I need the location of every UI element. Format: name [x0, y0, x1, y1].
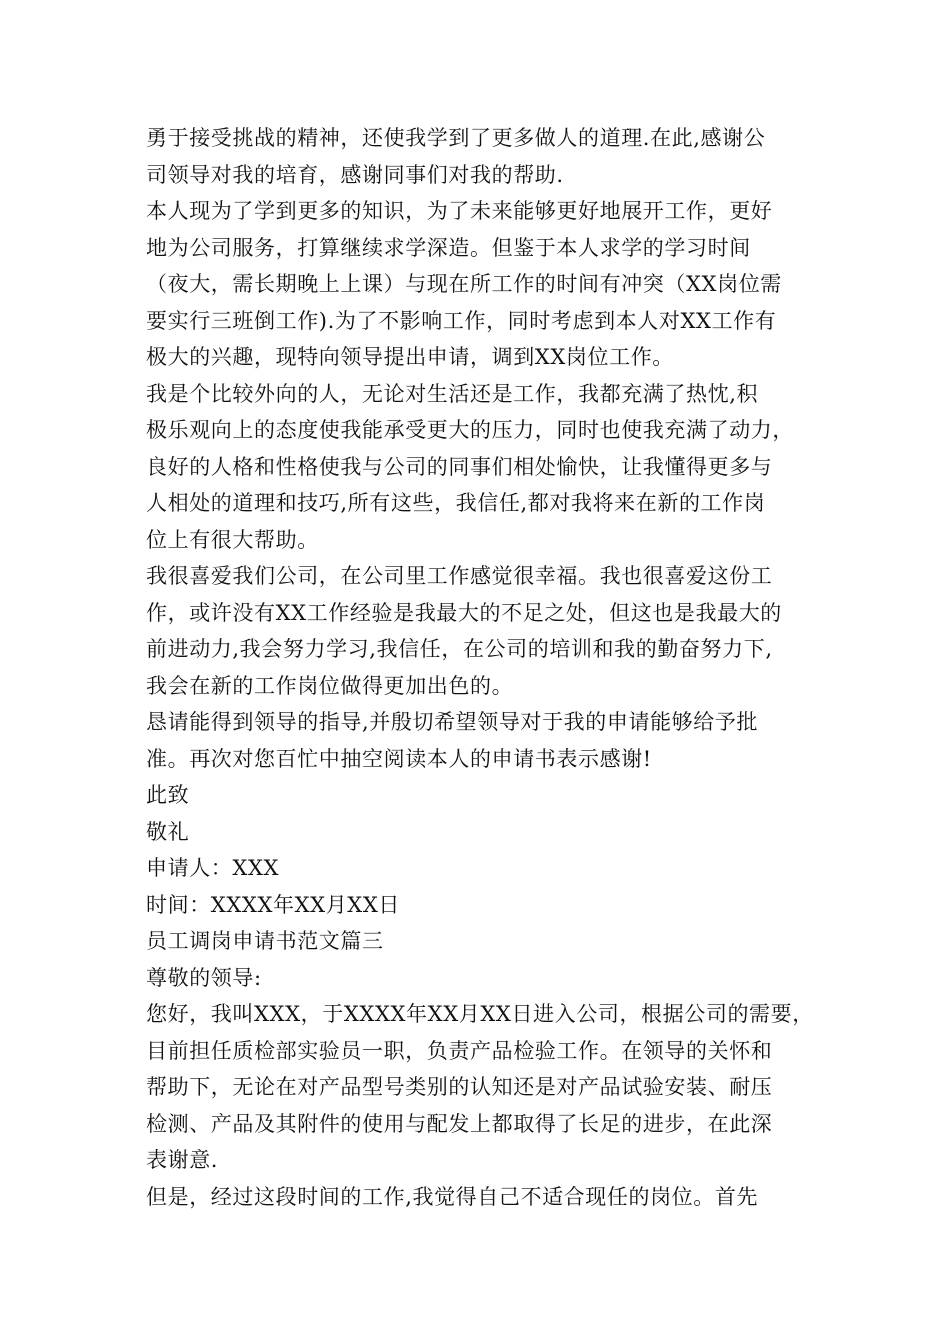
text-line: （夜大，需长期晚上上课）与现在所工作的时间有冲突（XX岗位需	[146, 272, 782, 296]
text-line: 您好，我叫XXX，于XXXX年XX月XX日进入公司，根据公司的需要，	[146, 1002, 814, 1026]
text-line: 良好的人格和性格使我与公司的同事们相处愉快，让我懂得更多与	[146, 455, 773, 479]
text-line: 位上有很大帮助。	[146, 528, 319, 552]
text-line: 敬礼	[146, 820, 190, 844]
text-line: 人相处的道理和技巧,所有这些，我信任,都对我将来在新的工作岗	[146, 491, 766, 515]
text-line: 时间：XXXX年XX月XX日	[146, 893, 401, 917]
text-line: 检测、产品及其附件的使用与配发上都取得了长足的进步，在此深	[146, 1112, 773, 1136]
text-line: 恳请能得到领导的指导,并殷切希望领导对于我的申请能够给予批	[146, 710, 759, 734]
text-line: 目前担任质检部实验员一职，负责产品检验工作。在领导的关怀和	[146, 1039, 773, 1063]
text-line: 极乐观向上的态度使我能承受更大的压力，同时也使我充满了动力，	[146, 418, 794, 442]
text-line: 申请人：XXX	[146, 856, 280, 880]
text-line: 但是，经过这段时间的工作,我觉得自己不适合现任的岗位。首先	[146, 1185, 759, 1209]
text-line: 尊敬的领导:	[146, 966, 262, 990]
text-line: 勇于接受挑战的精神，还使我学到了更多做人的道理.在此,感谢公	[146, 126, 766, 150]
section-heading: 员工调岗申请书范文篇三	[146, 929, 384, 953]
text-line: 我是个比较外向的人，无论对生活还是工作，我都充满了热忱,积	[146, 382, 759, 406]
text-line: 我很喜爱我们公司，在公司里工作感觉很幸福。我也很喜爱这份工	[146, 564, 773, 588]
text-line: 地为公司服务，打算继续求学深造。但鉴于本人求学的学习时间	[146, 236, 751, 260]
text-line: 帮助下，无论在对产品型号类别的认知还是对产品试验安装、耐压	[146, 1075, 773, 1099]
text-line: 准。再次对您百忙中抽空阅读本人的申请书表示感谢!	[146, 747, 652, 771]
text-line: 表谢意.	[146, 1148, 219, 1172]
text-line: 极大的兴趣，现特向领导提出申请，调到XX岗位工作。	[146, 345, 674, 369]
text-line: 作，或许没有XX工作经验是我最大的不足之处，但这也是我最大的	[146, 601, 782, 625]
text-line: 司领导对我的培育，感谢同事们对我的帮助.	[146, 163, 564, 187]
text-line: 此致	[146, 783, 190, 807]
text-line: 要实行三班倒工作).为了不影响工作，同时考虑到本人对XX工作有	[146, 309, 777, 333]
text-line: 前进动力,我会努力学习,我信任，在公司的培训和我的勤奋努力下,	[146, 637, 773, 661]
text-line: 本人现为了学到更多的知识，为了未来能够更好地展开工作，更好	[146, 199, 773, 223]
text-line: 我会在新的工作岗位做得更加出色的。	[146, 674, 514, 698]
